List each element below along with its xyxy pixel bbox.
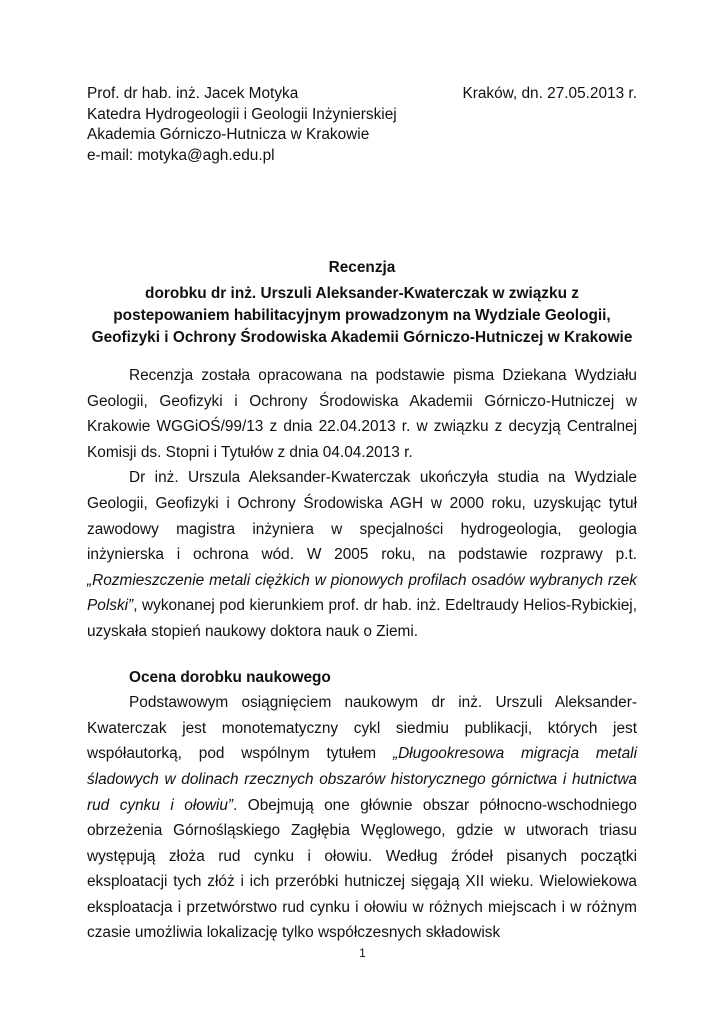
paragraph-education: [87, 465, 637, 644]
author-name: Prof. dr hab. inż. Jacek Motyka: [87, 85, 299, 102]
document-subtitle: dorobku dr inż. Urszuli Aleksander-Kwaterczak w związku z postepowaniem habilitacyjnym prowadzonym na Wydziale Geologii, Geofizyki i Ochrony Środowiska Akademii Górniczo-Hutniczej w Krakowie: [91, 285, 633, 346]
page-number: 1: [359, 946, 366, 960]
university-name: Akademia Górniczo-Hutnicza w Krakowie: [87, 126, 370, 143]
department-name: Katedra Hydrogeologii i Geologii Inżynierskiej: [87, 105, 397, 123]
publication-cycle-title: „Długookresowa migracja metali śladowych w dolinach rzecznych obszarów historycznego górnictwa i hutnictwa rud cynku i ołowiu”: [87, 745, 637, 814]
letter-header: [87, 84, 637, 166]
paragraph-education-text-a: Dr inż. Urszula Aleksander-Kwaterczak ukończyła studia na Wydziale Geologii, Geofizyki i Ochrony Środowiska AGH w 2000 roku, uzyskując tytuł zawodowy magistra inżyniera w specjalności hydrogeologia, geologia inżynierska i ochrona wód. W 2005 roku, na podstawie rozprawy p.t.: [87, 469, 637, 564]
paragraph-basis: Recenzja została opracowana na podstawie pisma Dziekana Wydziału Geologii, Geofizyki i Ochrony Środowiska Akademii Górniczo-Hutniczej w Krakowie WGGiOŚ/99/13 z dnia 22.04.2013 r. w związku z decyzją Centralnej Komisji ds. Stopni i Tytułów z dnia 04.04.2013 r.: [87, 367, 637, 461]
paragraph-achievement-text-a: Podstawowym osiągnięciem naukowym dr inż. Urszuli Aleksander-Kwaterczak jest monotematyczny cykl siedmiu publikacji, których jest współautorką, pod wspólnym tytułem: [87, 694, 637, 763]
document-title: Recenzja: [328, 259, 396, 276]
paragraph-education-text-b: , wykonanej pod kierunkiem prof. dr hab. inż. Edeltraudy Helios-Rybickiej, uzyskała stopień naukowy doktora nauk o Ziemi.: [87, 597, 637, 640]
paragraph-achievement: [87, 690, 637, 946]
thesis-title: „Rozmieszczenie metali ciężkich w pionowych profilach osadów wybranych rzek Polski”: [87, 571, 637, 615]
author-email: e-mail: motyka@agh.edu.pl: [87, 146, 275, 164]
title-block: [87, 257, 637, 349]
place-date: Kraków, dn. 27.05.2013 r.: [462, 85, 637, 102]
section-heading: Ocena dorobku naukowego: [129, 668, 331, 686]
document-body: [87, 363, 637, 946]
paragraph-achievement-text-b: . Obejmują one głównie obszar północno-wschodniego obrzeżenia Górnośląskiego Zagłębia Węglowego, gdzie w utworach triasu występują złoża rud cynku i ołowiu. Według źródeł pisanych początki eksploatacji tych złóż i ich przeróbki hutniczej sięgają XII wieku. Wielowiekowa eksploatacja i przetwórstwo rud cynku i ołowiu w różnych miejscach i w różnym czasie umożliwia lokalizację tylko współczesnych składowisk: [87, 796, 637, 942]
